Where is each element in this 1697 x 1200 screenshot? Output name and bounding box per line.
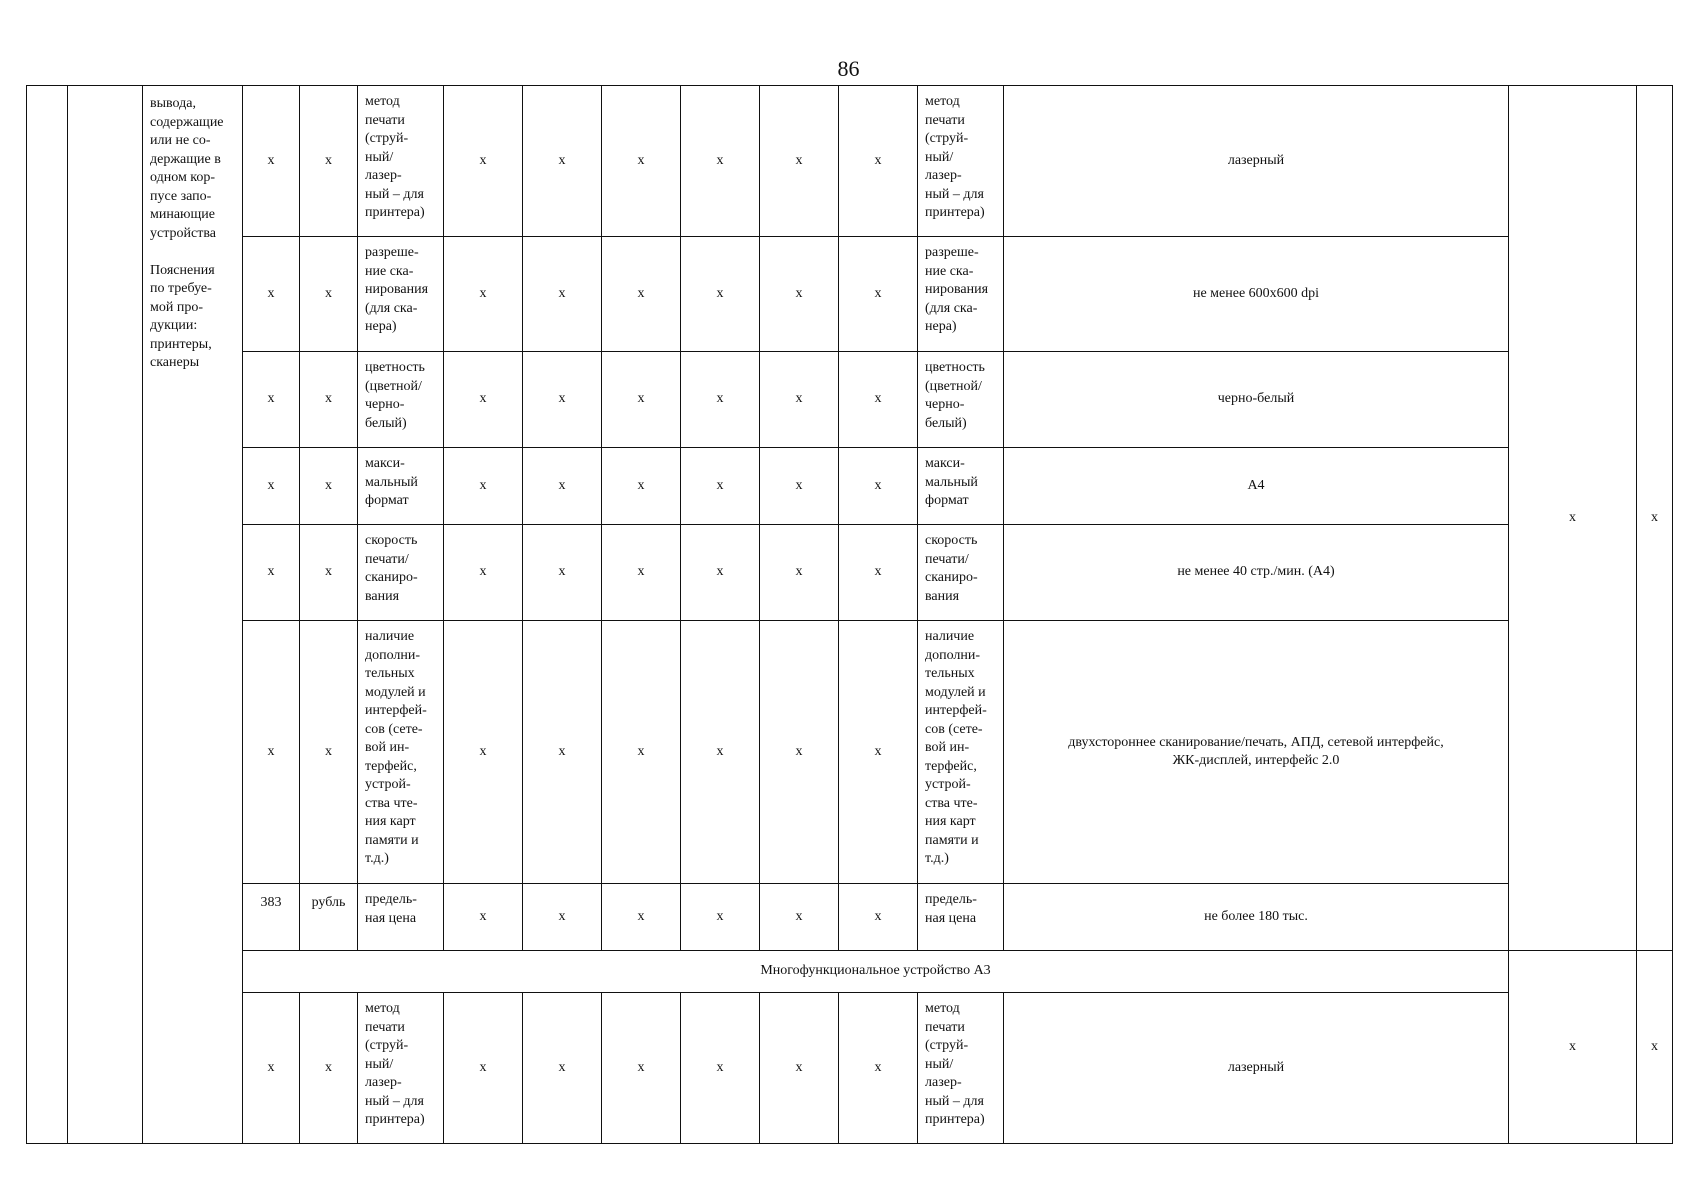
characteristic-cell-2: скорость печати/ сканиро- вания — [918, 525, 1004, 621]
unit-code-cell: x — [243, 448, 300, 525]
value-cell: двухстороннее сканирование/печать, АПД, сетевой интерфейс, ЖК-дисплей, интерфейс 2.0 — [1004, 621, 1509, 884]
mark-cell: x — [681, 86, 760, 237]
mark-cell: x — [839, 621, 918, 884]
unit-name-cell: x — [300, 525, 358, 621]
mark-cell: x — [839, 352, 918, 448]
right-group-cell-1: x — [1509, 86, 1637, 951]
mark-cell: x — [839, 448, 918, 525]
characteristic-cell-2: предель- ная цена — [918, 884, 1004, 951]
mark-cell: x — [523, 448, 602, 525]
unit-code-cell: 383 — [243, 884, 300, 951]
value-cell: не менее 600x600 dpi — [1004, 237, 1509, 352]
mark-cell: x — [760, 237, 839, 352]
mark-cell: x — [602, 525, 681, 621]
table-row — [27, 621, 1673, 884]
mark-cell: x — [681, 237, 760, 352]
mark-cell: x — [681, 621, 760, 884]
right-group-cell-1: x — [1509, 951, 1637, 1144]
section-title-a3: Многофункциональное устройство А3 — [243, 951, 1509, 993]
section-row — [27, 951, 1673, 993]
mark-cell: x — [523, 993, 602, 1144]
characteristic-cell: наличие дополни- тельных модулей и интерфей- сов (сете- вой ин- терфейс, устрой- ства чте- ния карт памяти и т.д.) — [358, 621, 444, 884]
characteristic-cell: метод печати (струй- ный/ лазер- ный – для принтера) — [358, 993, 444, 1144]
mark-cell: x — [523, 525, 602, 621]
characteristic-cell: разреше- ние ска- нирования (для ска- нера) — [358, 237, 444, 352]
mark-cell: x — [681, 352, 760, 448]
mark-cell: x — [839, 525, 918, 621]
characteristic-cell-2: метод печати (струй- ный/ лазер- ный – для принтера) — [918, 86, 1004, 237]
characteristic-cell: макси- мальный формат — [358, 448, 444, 525]
mark-cell: x — [681, 448, 760, 525]
mark-cell: x — [444, 352, 523, 448]
value-cell: не более 180 тыс. — [1004, 884, 1509, 951]
unit-code-cell: x — [243, 993, 300, 1144]
product-name-cell: вывода, содержащие или не со- держащие в одном кор- пусе запо- минающие устройства Пояснения по требуе- мой про- дукции: принтеры, сканеры — [143, 86, 243, 1144]
mark-cell: x — [760, 621, 839, 884]
unit-name-cell: x — [300, 993, 358, 1144]
table-row — [27, 993, 1673, 1144]
mark-cell: x — [523, 237, 602, 352]
mark-cell: x — [760, 352, 839, 448]
mark-cell: x — [760, 884, 839, 951]
value-cell: черно-белый — [1004, 352, 1509, 448]
mark-cell: x — [523, 86, 602, 237]
table-row — [27, 352, 1673, 448]
mark-cell: x — [444, 993, 523, 1144]
mark-cell: x — [444, 448, 523, 525]
mark-cell: x — [444, 884, 523, 951]
table-row — [27, 237, 1673, 352]
characteristic-cell-2: метод печати (струй- ный/ лазер- ный – для принтера) — [918, 993, 1004, 1144]
mark-cell: x — [602, 884, 681, 951]
mark-cell: x — [523, 352, 602, 448]
characteristic-cell: предель- ная цена — [358, 884, 444, 951]
unit-code-cell: x — [243, 86, 300, 237]
table-row — [27, 884, 1673, 951]
unit-name-cell: x — [300, 237, 358, 352]
characteristic-cell-2: макси- мальный формат — [918, 448, 1004, 525]
value-cell: лазерный — [1004, 993, 1509, 1144]
value-cell: лазерный — [1004, 86, 1509, 237]
mark-cell: x — [760, 993, 839, 1144]
value-cell: не менее 40 стр./мин. (А4) — [1004, 525, 1509, 621]
mark-cell: x — [760, 525, 839, 621]
unit-code-cell: x — [243, 525, 300, 621]
table-row — [27, 86, 1673, 237]
mark-cell: x — [839, 237, 918, 352]
mark-cell: x — [760, 448, 839, 525]
mark-cell: x — [523, 621, 602, 884]
unit-name-cell: x — [300, 621, 358, 884]
specification-table — [26, 85, 1673, 1144]
table-row — [27, 525, 1673, 621]
characteristic-cell-2: цветность (цветной/ черно- белый) — [918, 352, 1004, 448]
empty-code-cell — [68, 86, 143, 1144]
mark-cell: x — [444, 621, 523, 884]
mark-cell: x — [839, 993, 918, 1144]
mark-cell: x — [760, 86, 839, 237]
characteristic-cell: скорость печати/ сканиро- вания — [358, 525, 444, 621]
mark-cell: x — [681, 993, 760, 1144]
characteristic-cell: цветность (цветной/ черно- белый) — [358, 352, 444, 448]
mark-cell: x — [839, 86, 918, 237]
mark-cell: x — [602, 448, 681, 525]
mark-cell: x — [839, 884, 918, 951]
mark-cell: x — [444, 237, 523, 352]
mark-cell: x — [444, 86, 523, 237]
mark-cell: x — [602, 352, 681, 448]
table-row — [27, 448, 1673, 525]
mark-cell: x — [444, 525, 523, 621]
unit-name-cell: x — [300, 352, 358, 448]
mark-cell: x — [602, 993, 681, 1144]
unit-name-cell: x — [300, 448, 358, 525]
characteristic-cell: метод печати (струй- ный/ лазер- ный – для принтера) — [358, 86, 444, 237]
mark-cell: x — [523, 884, 602, 951]
mark-cell: x — [602, 86, 681, 237]
unit-code-cell: x — [243, 352, 300, 448]
page-number: 86 — [837, 56, 860, 81]
mark-cell: x — [602, 237, 681, 352]
unit-name-cell: x — [300, 86, 358, 237]
right-group-cell-2: x — [1637, 951, 1673, 1144]
mark-cell: x — [602, 621, 681, 884]
unit-code-cell: x — [243, 237, 300, 352]
unit-code-cell: x — [243, 621, 300, 884]
mark-cell: x — [681, 884, 760, 951]
characteristic-cell-2: наличие дополни- тельных модулей и интерфей- сов (сете- вой ин- терфейс, устрой- ства чте- ния карт памяти и т.д.) — [918, 621, 1004, 884]
value-cell: А4 — [1004, 448, 1509, 525]
right-group-cell-2: x — [1637, 86, 1673, 951]
mark-cell: x — [681, 525, 760, 621]
empty-number-cell — [27, 86, 68, 1144]
unit-name-cell: рубль — [300, 884, 358, 951]
characteristic-cell-2: разреше- ние ска- нирования (для ска- нера) — [918, 237, 1004, 352]
